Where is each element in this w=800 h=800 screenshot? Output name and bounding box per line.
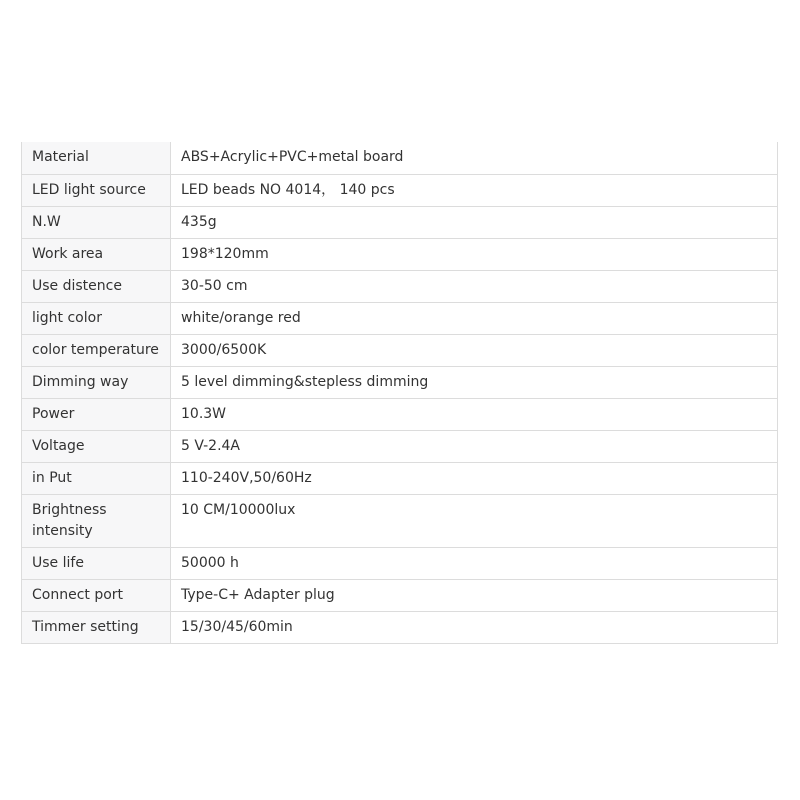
spec-value: Type-C+ Adapter plug	[171, 579, 778, 611]
spec-table	[21, 142, 778, 644]
table-row	[22, 398, 778, 430]
table-row	[22, 334, 778, 366]
table-row	[22, 366, 778, 398]
spec-value: 30-50 cm	[171, 270, 778, 302]
spec-key: Brightness intensity	[22, 494, 171, 547]
spec-value: 15/30/45/60min	[171, 611, 778, 643]
spec-value: 50000 h	[171, 547, 778, 579]
spec-value: 110-240V,50/60Hz	[171, 462, 778, 494]
spec-key: light color	[22, 302, 171, 334]
spec-value: 10 CM/10000lux	[171, 494, 778, 547]
spec-value: LED beads NO 4014， 140 pcs	[171, 174, 778, 206]
table-row	[22, 174, 778, 206]
table-row	[22, 430, 778, 462]
table-row	[22, 206, 778, 238]
table-row	[22, 270, 778, 302]
spec-key: N.W	[22, 206, 171, 238]
table-row	[22, 579, 778, 611]
spec-value: 5 V-2.4A	[171, 430, 778, 462]
spec-value: 10.3W	[171, 398, 778, 430]
spec-key: color temperature	[22, 334, 171, 366]
spec-value: white/orange red	[171, 302, 778, 334]
spec-key: Power	[22, 398, 171, 430]
spec-key: Material	[22, 142, 171, 174]
spec-value: ABS+Acrylic+PVC+metal board	[171, 142, 778, 174]
table-row	[22, 142, 778, 174]
spec-value: 198*120mm	[171, 238, 778, 270]
spec-key: Voltage	[22, 430, 171, 462]
spec-key: Timmer setting	[22, 611, 171, 643]
spec-key: in Put	[22, 462, 171, 494]
spec-key: Use distence	[22, 270, 171, 302]
table-row	[22, 238, 778, 270]
table-row	[22, 547, 778, 579]
table-row	[22, 302, 778, 334]
spec-key: Connect port	[22, 579, 171, 611]
spec-key: LED light source	[22, 174, 171, 206]
table-row	[22, 494, 778, 547]
spec-key: Work area	[22, 238, 171, 270]
spec-key: Dimming way	[22, 366, 171, 398]
table-row	[22, 611, 778, 643]
spec-value: 435g	[171, 206, 778, 238]
spec-value: 3000/6500K	[171, 334, 778, 366]
spec-value: 5 level dimming&stepless dimming	[171, 366, 778, 398]
table-row	[22, 462, 778, 494]
spec-key: Use life	[22, 547, 171, 579]
